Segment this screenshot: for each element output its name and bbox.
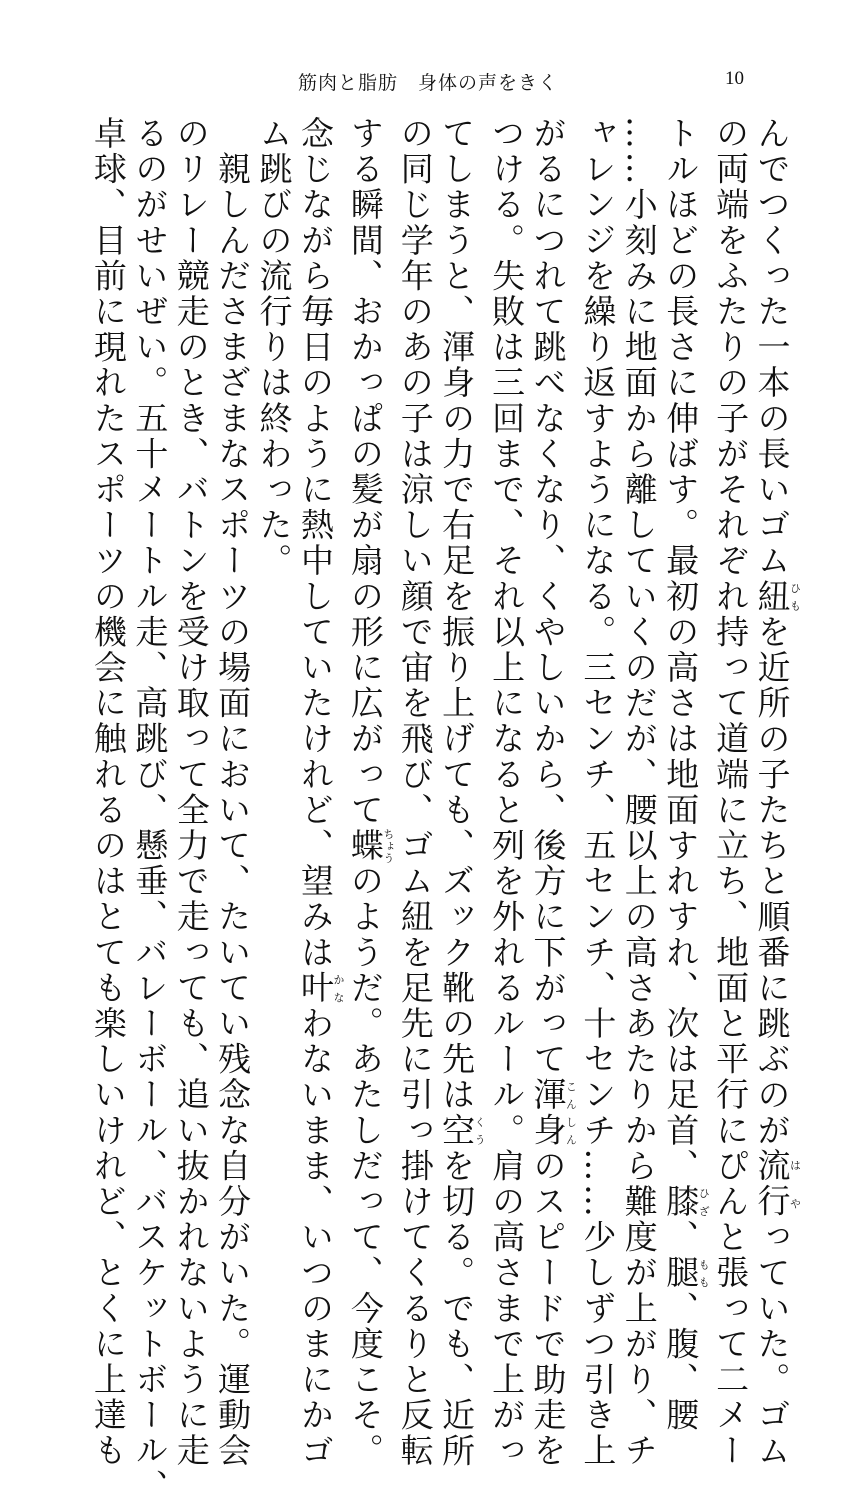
- ruby-annotation: 渾身こんしん: [528, 1077, 578, 1149]
- ruby-reading: ひも: [788, 578, 802, 615]
- running-head: 筋肉と脂肪 身体の声をきく: [298, 72, 559, 94]
- ruby-reading: はや: [788, 1148, 802, 1220]
- ruby-annotation: 膝ひざ: [661, 1184, 711, 1220]
- text-line: ム跳びの流行りは終わった。: [254, 116, 294, 579]
- ruby-reading: くう: [473, 1112, 487, 1149]
- text-line: 卓球、目前に現れたスポーツの機会に触れるのはとても楽しいけれど、とくに上達も: [88, 116, 128, 1469]
- text-line: のリレー競走のとき、バトンを受け取って全力で走っても、追い抜かれないように走: [171, 116, 211, 1469]
- text-line: てしまうと、渾身の力で右足を振り上げても、ズック靴の先は空くうを切る。でも、近所: [437, 116, 487, 1469]
- text-line: ャレンジを繰り返すようになる。三センチ、五センチ、十センチ……少しずつ引き上: [578, 116, 618, 1469]
- page-header: [0, 68, 841, 98]
- ruby-annotation: 腿もも: [661, 1255, 711, 1291]
- ruby-reading: こんしん: [564, 1077, 578, 1149]
- ruby-reading: かな: [331, 970, 345, 1006]
- ruby-annotation: 蝶ちょう: [345, 828, 395, 864]
- vertical-text-body: [61, 116, 802, 1504]
- text-line: の両端をふたりの子がそれぞれ持って道端に立ち、地面と平行にぴんと張って二メー: [711, 116, 751, 1469]
- text-line: んでつくった一本の長いゴム紐ひもを近所の子たちと順番に跳ぶのが流行はやっていた。ゴム: [752, 116, 802, 1469]
- ruby-annotation: 空くう: [437, 1112, 487, 1149]
- text-line: ……小刻みに地面から離していくのだが、腰以上の高さあたりから難度が上がり、チ: [619, 116, 659, 1469]
- ruby-annotation: 紐ひも: [752, 578, 802, 615]
- text-columns: [61, 116, 802, 1504]
- ruby-reading: もも: [697, 1255, 711, 1291]
- text-line: 念じながら毎日のように熱中していたけれど、望みは叶かなわないまま、いつのまにかゴ: [295, 116, 345, 1469]
- ruby-reading: ひざ: [697, 1184, 711, 1220]
- text-line: する瞬間、おかっぱの髪が扇の形に広がって蝶ちょうのようだ。あたしだって、今度こそ。: [345, 116, 395, 1469]
- text-line: の同じ学年のあの子は涼しい顔で宙を飛び、ゴム紐を足先に引っ掛けてくるりと反転: [395, 116, 435, 1469]
- text-line: るのがせいぜい。五十メートル走、高跳び、懸垂、バレーボール、バスケットボール、: [130, 116, 170, 1504]
- page-number: 10: [725, 68, 744, 89]
- ruby-annotation: 流行はや: [752, 1148, 802, 1220]
- ruby-annotation: 叶かな: [295, 970, 345, 1007]
- text-line: トルほどの長さに伸ばす。最初の高さは地面すれすれ、次は足首、膝ひざ、腿もも、腹、腰: [661, 116, 711, 1434]
- text-line: がるにつれて跳べなくなり、くやしいから、後方に下がって渾身こんしんのスピードで助走を: [528, 116, 578, 1469]
- ruby-reading: ちょう: [381, 828, 395, 864]
- text-line: つける。失敗は三回まで、それ以上になると列を外れるルール。肩の高さまで上がっ: [487, 116, 527, 1469]
- text-line: 親しんださまざまなスポーツの場面において、たいてい残念な自分がいた。運動会: [213, 116, 253, 1469]
